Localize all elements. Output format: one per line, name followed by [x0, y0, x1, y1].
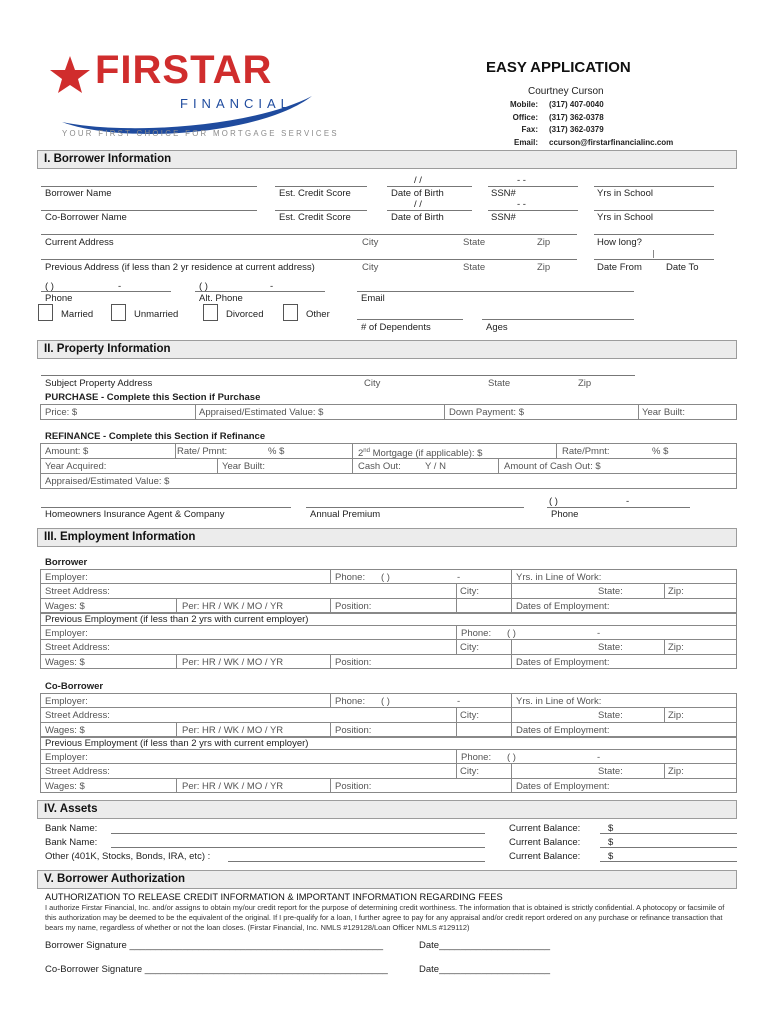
balance-3-dollar: $ [608, 851, 614, 862]
co-prev-phone-label: Phone: [461, 752, 492, 763]
subject-property-label: Subject Property Address [45, 378, 153, 389]
co-prev-city-label: City: [460, 766, 479, 777]
co-dates-label: Dates of Employment: [516, 725, 610, 736]
co-ssn-label: SSN# [491, 212, 516, 223]
phone-dash: - [118, 281, 122, 292]
co-yrs-school-label: Yrs in School [597, 212, 653, 223]
unmarried-label: Unmarried [134, 309, 179, 320]
city-label: City: [460, 586, 479, 597]
appraised2-label: Appraised/Estimated Value: $ [45, 476, 170, 487]
co-state-label: State: [598, 710, 623, 721]
annual-premium-label: Annual Premium [310, 509, 381, 520]
divorced-label: Divorced [226, 309, 264, 320]
second-mortgage-label: 2nd Mortgage (if applicable): $ [358, 448, 483, 460]
contact-name: Courtney Curson [528, 86, 604, 97]
co-zip-label: Zip: [668, 710, 684, 721]
co-street-label: Street Address: [45, 710, 110, 721]
contact-labels: Mobile: Office: Fax: Email: [510, 100, 538, 147]
cash-out-yn: Y / N [425, 461, 446, 472]
co-previous-employment-label: Previous Employment (if less than 2 yrs with current employer) [45, 738, 309, 749]
co-per-label: Per: HR / WK / MO / YR [182, 725, 284, 736]
refinance-heading: REFINANCE - Complete this Section if Refinance [45, 431, 266, 442]
yrs-school-label: Yrs in School [597, 188, 653, 199]
state-label: State: [598, 586, 623, 597]
rate-pct: % $ [268, 446, 285, 457]
section-authorization: V. Borrower Authorization [37, 870, 737, 889]
dob-label: Date of Birth [391, 188, 444, 199]
prev-phone-label: Phone: [461, 628, 492, 639]
prev-state-label: State: [598, 642, 623, 653]
borrower-sign-date[interactable]: Date_____________________ [419, 940, 551, 951]
employer-phone-label: Phone: [335, 572, 366, 583]
authorization-heading: AUTHORIZATION TO RELEASE CREDIT INFORMATION & IMPORTANT INFORMATION REGARDING FEES [45, 892, 503, 902]
date-from-label: Date From [597, 262, 642, 273]
contact-email[interactable]: ccurson@firstarfinancialinc.com [549, 137, 674, 147]
co-prev-state-label: State: [598, 766, 623, 777]
property-zip-label: Zip [578, 378, 592, 389]
previous-address-label: Previous Address (if less than 2 yr residence at current address) [45, 262, 315, 273]
property-city-label: City [364, 378, 381, 389]
prev-zip-label: Zip: [668, 642, 684, 653]
prev-position-label: Position: [335, 657, 372, 668]
previous-employment-label: Previous Employment (if less than 2 yrs with current employer) [45, 614, 309, 625]
page-title: EASY APPLICATION [486, 59, 631, 76]
co-borrower-name-label: Co-Borrower Name [45, 212, 127, 223]
ins-phone-dash: - [626, 496, 630, 507]
co-dob-separator: / / [414, 199, 422, 210]
wages-label: Wages: $ [45, 601, 85, 612]
co-prev-street-label: Street Address: [45, 766, 110, 777]
property-state-label: State [488, 378, 511, 389]
alt-phone-label: Alt. Phone [199, 293, 243, 304]
co-credit-score-label: Est. Credit Score [279, 212, 351, 223]
current-zip-label: Zip [537, 237, 551, 248]
logo-sub: FINANCIAL [180, 96, 293, 111]
prev-wages-label: Wages: $ [45, 657, 85, 668]
cash-out-label: Cash Out: [358, 461, 401, 472]
co-prev-zip-label: Zip: [668, 766, 684, 777]
borrower-name-label: Borrower Name [45, 188, 112, 199]
yrs-line-label: Yrs. in Line of Work: [516, 572, 602, 583]
other-label: Other [306, 309, 330, 320]
rate2-label: Rate/Pmnt: [562, 446, 610, 457]
phone-paren: ( ) [45, 281, 54, 292]
co-prev-dates-label: Dates of Employment: [516, 781, 610, 792]
prev-per-label: Per: HR / WK / MO / YR [182, 657, 284, 668]
co-prev-position-label: Position: [335, 781, 372, 792]
date-to-label: Date To [666, 262, 699, 273]
how-long-label: How long? [597, 237, 642, 248]
down-payment-label: Down Payment: $ [449, 407, 524, 418]
co-prev-employer-label: Employer: [45, 752, 88, 763]
purchase-row [40, 404, 737, 420]
position-label: Position: [335, 601, 372, 612]
other-checkbox[interactable] [283, 304, 298, 321]
current-state-label: State [463, 237, 486, 248]
contact-values: (317) 407-0040 (317) 362-0378 (317) 362-0379 ccurson@firstarfinancialinc.com [549, 99, 673, 149]
year-acquired-label: Year Acquired: [45, 461, 107, 472]
prev-street-label: Street Address: [45, 642, 110, 653]
co-phone-dash: - [457, 696, 461, 707]
phone-label: Phone [45, 293, 73, 304]
ages-label: Ages [486, 322, 508, 333]
co-borrower-heading: Co-Borrower [45, 681, 104, 692]
ssn-label: SSN# [491, 188, 516, 199]
insurance-agent-label: Homeowners Insurance Agent & Company [45, 509, 225, 520]
bank-name-2-label: Bank Name: [45, 837, 98, 848]
current-city-label: City [362, 237, 379, 248]
co-position-label: Position: [335, 725, 372, 736]
other-assets-label: Other (401K, Stocks, Bonds, IRA, etc) : [45, 851, 211, 862]
insurance-phone-label: Phone [551, 509, 579, 520]
dates-label: Dates of Employment: [516, 601, 610, 612]
co-wages-label: Wages: $ [45, 725, 85, 736]
balance-2-label: Current Balance: [509, 837, 581, 848]
section-borrower-info: I. Borrower Information [37, 150, 737, 169]
co-prev-phone-paren: ( ) [507, 752, 516, 763]
prev-phone-dash: - [597, 628, 601, 639]
rate2-pct: % $ [652, 446, 669, 457]
balance-2-dollar: $ [608, 837, 614, 848]
co-city-label: City: [460, 710, 479, 721]
employer-label: Employer: [45, 572, 88, 583]
previous-city-label: City [362, 262, 379, 273]
co-borrower-signature[interactable]: Co-Borrower Signature ______________________________________________ [45, 964, 388, 975]
co-dob-label: Date of Birth [391, 212, 444, 223]
logo-tagline: YOUR FIRST CHOICE FOR MORTGAGE SERVICES [62, 129, 339, 138]
married-label: Married [61, 309, 94, 320]
email-label: Email [361, 293, 385, 304]
co-phone-paren: ( ) [381, 696, 390, 707]
star-icon [50, 56, 90, 93]
amount-cash-out-label: Amount of Cash Out: $ [504, 461, 601, 472]
ins-phone-paren: ( ) [549, 496, 558, 507]
dependents-label: # of Dependents [361, 322, 431, 333]
employer-phone-dash: - [457, 572, 461, 583]
price-label: Price: $ [45, 407, 78, 418]
authorization-body: I authorize Firstar Financial, Inc. and/or assigns to obtain my/our credit report for the purpose of determining credit worthiness. The information that is obtained is strictly confidential. A photocopy or facsimile of this authorization may be deemed to be the equivalent of the original. If I pre-qualify for a loan, I further agree to pay for any appraisal and/or credit report ordered on any purchase or refinance transaction that bears my name, regardless of whether or not the loan closes. (Firstar Financial, Inc. NMLS #129128/Loan Officer NMLS #129112) [45, 903, 725, 933]
unmarried-checkbox[interactable] [111, 304, 126, 321]
prev-phone-paren: ( ) [507, 628, 516, 639]
street-label: Street Address: [45, 586, 110, 597]
section-property-info: II. Property Information [37, 340, 737, 359]
employer-phone-paren: ( ) [381, 572, 390, 583]
married-checkbox[interactable] [38, 304, 53, 321]
prev-employer-label: Employer: [45, 628, 88, 639]
bank-name-1-label: Bank Name: [45, 823, 98, 834]
alt-phone-dash: - [270, 281, 274, 292]
borrower-heading: Borrower [45, 557, 88, 568]
balance-1-label: Current Balance: [509, 823, 581, 834]
balance-1-dollar: $ [608, 823, 614, 834]
credit-score-label: Est. Credit Score [279, 188, 351, 199]
current-address-label: Current Address [45, 237, 114, 248]
appraised-label: Appraised/Estimated Value: $ [199, 407, 324, 418]
co-prev-per-label: Per: HR / WK / MO / YR [182, 781, 284, 792]
co-prev-wages-label: Wages: $ [45, 781, 85, 792]
previous-state-label: State [463, 262, 486, 273]
co-phone-label: Phone: [335, 696, 366, 707]
co-prev-phone-dash: - [597, 752, 601, 763]
section-employment-info: III. Employment Information [37, 528, 737, 547]
co-employer-label: Employer: [45, 696, 88, 707]
amount-label: Amount: $ [45, 446, 89, 457]
zip-label: Zip: [668, 586, 684, 597]
logo-brand: FIRSTAR [95, 48, 273, 92]
per-label: Per: HR / WK / MO / YR [182, 601, 284, 612]
alt-phone-paren: ( ) [199, 281, 208, 292]
co-yrs-line-label: Yrs. in Line of Work: [516, 696, 602, 707]
prev-city-label: City: [460, 642, 479, 653]
year-built2-label: Year Built: [222, 461, 265, 472]
rate-label: Rate/ Pmnt: [177, 446, 228, 457]
year-built-label: Year Built: [642, 407, 685, 418]
dob-separator: / / [414, 175, 422, 186]
prev-dates-label: Dates of Employment: [516, 657, 610, 668]
borrower-signature[interactable]: Borrower Signature ________________________________________________ [45, 940, 384, 951]
section-assets: IV. Assets [37, 800, 737, 819]
ssn-separator: - - [517, 175, 526, 186]
co-ssn-separator: - - [517, 199, 526, 210]
co-borrower-sign-date[interactable]: Date_____________________ [419, 964, 551, 975]
previous-zip-label: Zip [537, 262, 551, 273]
divorced-checkbox[interactable] [203, 304, 218, 321]
purchase-heading: PURCHASE - Complete this Section if Purchase [45, 392, 261, 403]
balance-3-label: Current Balance: [509, 851, 581, 862]
